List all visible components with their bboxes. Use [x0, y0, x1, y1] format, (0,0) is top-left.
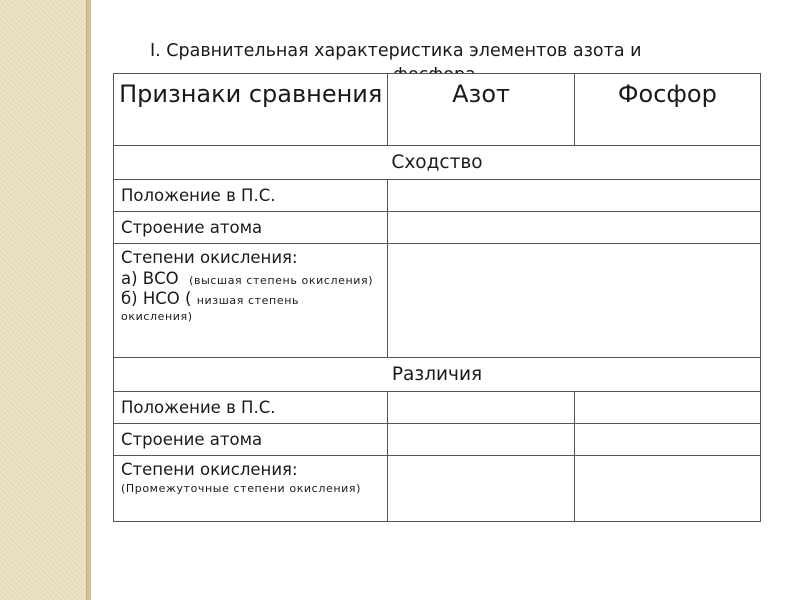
section-row-similarity	[114, 146, 761, 180]
oxidation-highest-note: (высшая степень окисления)	[189, 274, 374, 287]
oxidation-lowest: б) НСО ( низшая степень	[121, 289, 300, 308]
intermediate-oxidation-note: (Промежуточные степени окисления)	[121, 482, 361, 495]
slide-title-line-1: I. Сравнительная характеристика элементов азота и	[150, 41, 642, 61]
row-label-position: Положение в П.С.	[114, 180, 388, 212]
header-criteria: Признаки сравнения	[114, 74, 388, 146]
oxidation-highest: а) ВСО (высшая степень окисления)	[121, 269, 374, 288]
table-row	[114, 456, 761, 522]
row-label-intermediate-oxidation	[114, 456, 388, 522]
similarity-atom-structure-value-cell	[388, 212, 761, 244]
difference-atom-structure-phosphorus-cell	[574, 424, 760, 456]
decorative-side-line	[86, 0, 91, 600]
row-label-oxidation-states	[114, 244, 388, 358]
section-title-differences: Различия	[114, 358, 761, 392]
intermediate-oxidation-title: Степени окисления:	[121, 460, 298, 479]
row-label-atom-structure: Строение атома	[114, 212, 388, 244]
oxidation-lowest-note-2: окисления)	[121, 310, 193, 323]
table-header-row	[114, 74, 761, 146]
header-nitrogen: Азот	[388, 74, 574, 146]
table-row	[114, 392, 761, 424]
oxidation-title: Степени окисления:	[121, 248, 298, 267]
row-label-position: Положение в П.С.	[114, 392, 388, 424]
header-phosphorus: Фосфор	[574, 74, 760, 146]
table-row	[114, 424, 761, 456]
similarity-position-value-cell	[388, 180, 761, 212]
difference-position-phosphorus-cell	[574, 392, 760, 424]
oxidation-lowest-note-1: низшая степень	[196, 294, 300, 307]
table-row	[114, 180, 761, 212]
row-label-atom-structure: Строение атома	[114, 424, 388, 456]
table-row	[114, 244, 761, 358]
difference-oxidation-phosphorus-cell	[574, 456, 760, 522]
difference-position-nitrogen-cell	[388, 392, 574, 424]
similarity-oxidation-value-cell	[388, 244, 761, 358]
decorative-side-bar	[0, 0, 86, 600]
difference-atom-structure-nitrogen-cell	[388, 424, 574, 456]
section-title-similarity: Сходство	[114, 146, 761, 180]
difference-oxidation-nitrogen-cell	[388, 456, 574, 522]
comparison-table	[113, 73, 761, 522]
section-row-differences	[114, 358, 761, 392]
table-row	[114, 212, 761, 244]
